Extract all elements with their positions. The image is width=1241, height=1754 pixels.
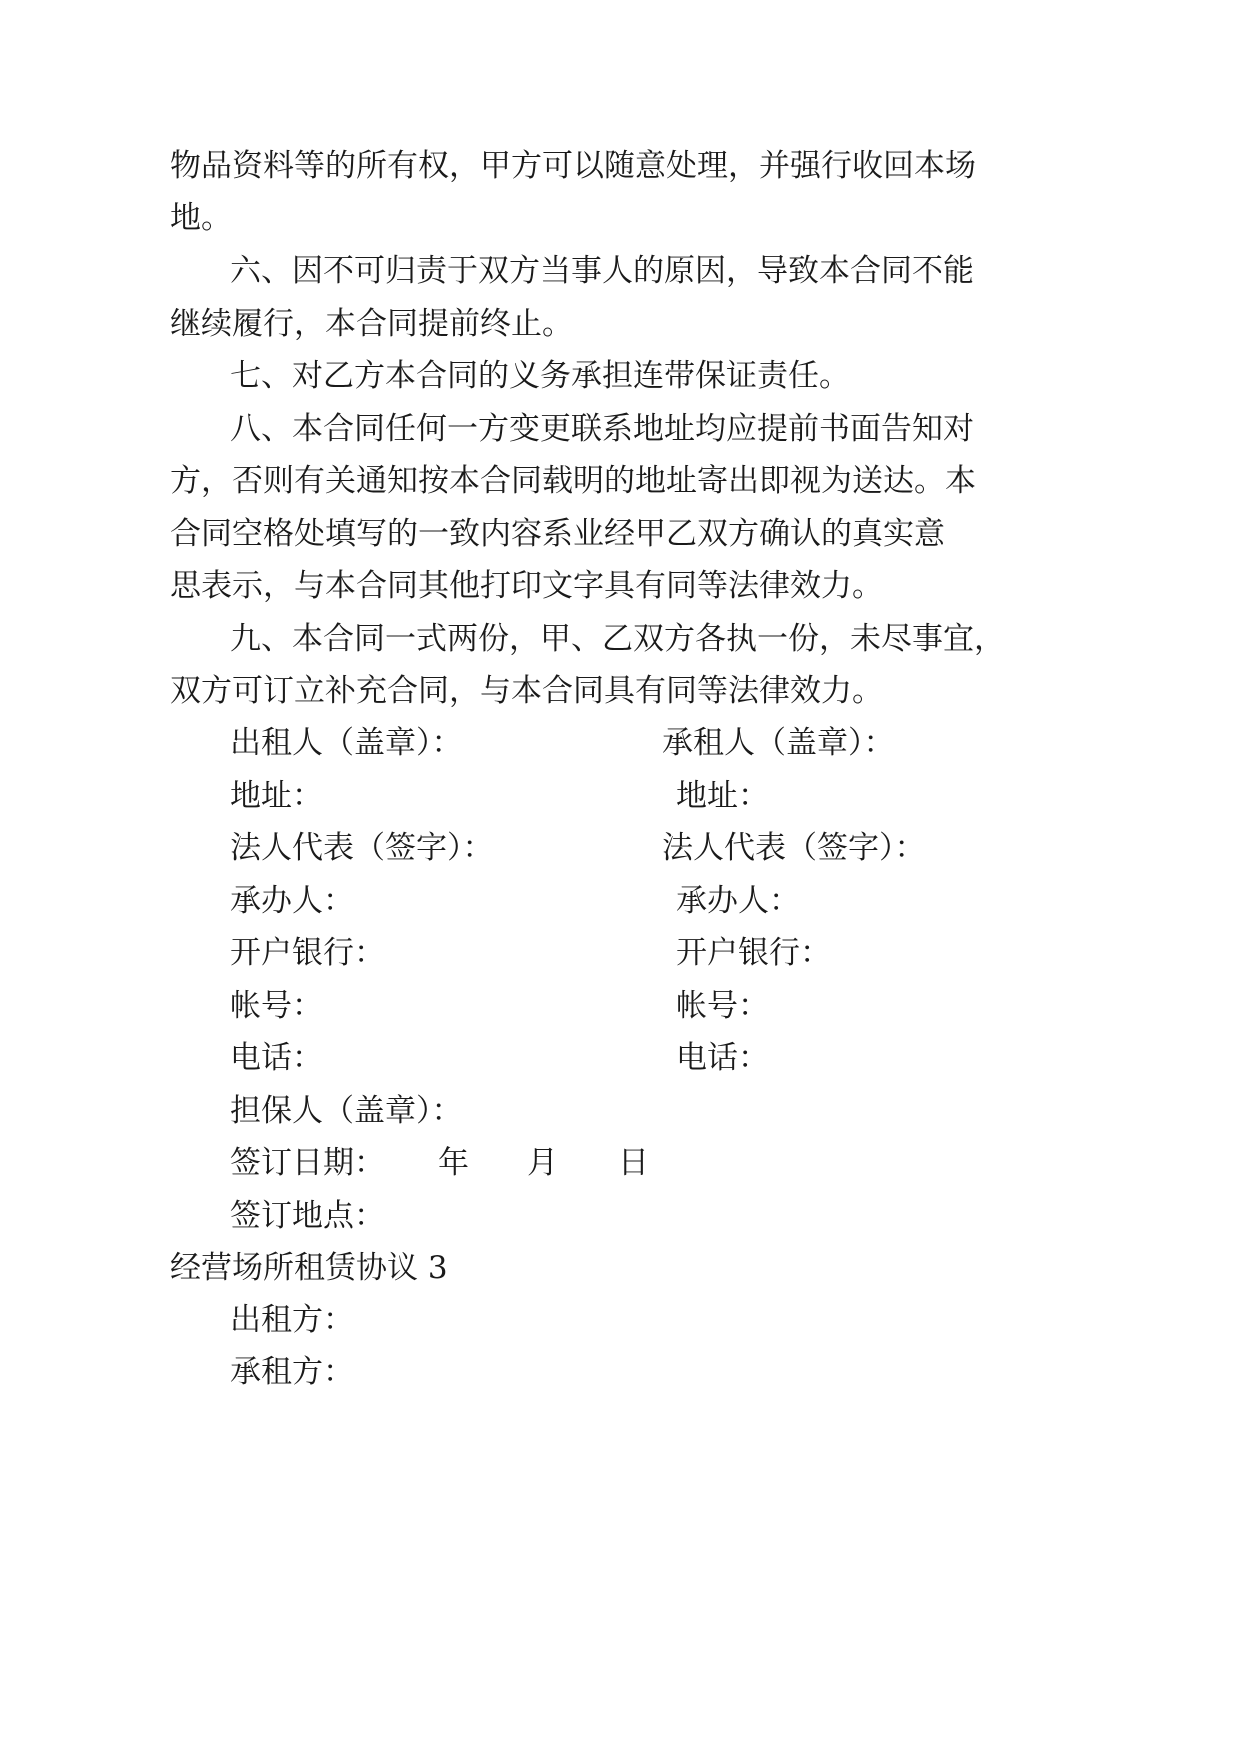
clause6-line2: 继续履行，本合同提前终止。	[170, 306, 573, 342]
lessee-address-label: 地址：	[676, 778, 769, 814]
lessee-handler-label: 承办人：	[676, 883, 800, 919]
lessee-legal-rep-label: 法人代表（签字）：	[662, 830, 926, 866]
clause5-line2: 地。	[170, 200, 232, 236]
lessee-seal-label: 承租人（盖章）：	[662, 725, 895, 761]
next-lessor-label: 出租方：	[230, 1302, 354, 1338]
lessor-address-label: 地址：	[230, 778, 323, 814]
lessor-handler-label: 承办人：	[230, 883, 354, 919]
clause8-line3: 合同空格处填写的一致内容系业经甲乙双方确认的真实意	[170, 516, 945, 552]
lessee-account-label: 帐号：	[676, 988, 769, 1024]
lessee-phone-label: 电话：	[676, 1040, 769, 1076]
sign-date-label: 签订日期：	[230, 1145, 385, 1181]
lessee-bank-label: 开户银行：	[676, 935, 831, 971]
sign-date-month: 月	[527, 1145, 558, 1181]
sign-date-day: 日	[618, 1145, 649, 1181]
next-agreement-title: 经营场所租赁协议 3	[170, 1250, 448, 1286]
sign-place-label: 签订地点：	[230, 1198, 385, 1234]
clause8-line4: 思表示，与本合同其他打印文字具有同等法律效力。	[170, 568, 883, 604]
clause8-line1: 八、本合同任何一方变更联系地址均应提前书面告知对	[230, 411, 974, 447]
clause6-line1: 六、因不可归责于双方当事人的原因，导致本合同不能	[230, 253, 974, 289]
lessor-seal-label: 出租人（盖章）：	[230, 725, 463, 761]
clause8-line2: 方，否则有关通知按本合同载明的地址寄出即视为送达。本	[170, 463, 976, 499]
guarantor-seal-label: 担保人（盖章）：	[230, 1093, 463, 1129]
lessor-legal-rep-label: 法人代表（签字）：	[230, 830, 494, 866]
lessor-bank-label: 开户银行：	[230, 935, 385, 971]
clause5-line1: 物品资料等的所有权，甲方可以随意处理，并强行收回本场	[170, 148, 976, 184]
clause7-line1: 七、对乙方本合同的义务承担连带保证责任。	[230, 358, 850, 394]
clause9-line2: 双方可订立补充合同，与本合同具有同等法律效力。	[170, 673, 883, 709]
lessor-account-label: 帐号：	[230, 988, 323, 1024]
next-lessee-label: 承租方：	[230, 1354, 354, 1390]
clause9-line1: 九、本合同一式两份，甲、乙双方各执一份，未尽事宜，	[230, 621, 1005, 657]
sign-date-year: 年	[438, 1145, 469, 1181]
lessor-phone-label: 电话：	[230, 1040, 323, 1076]
